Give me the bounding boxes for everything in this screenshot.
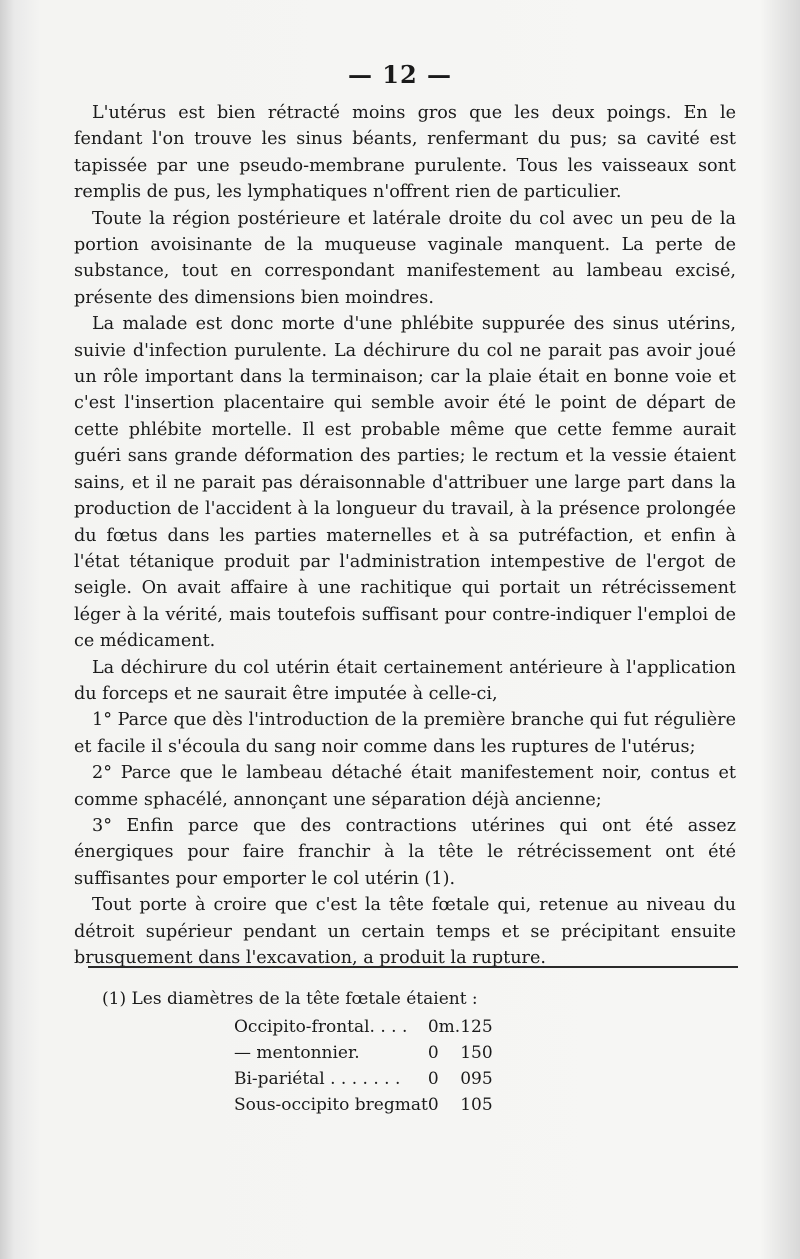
- diameters-table: [234, 1014, 520, 1118]
- body-text: [74, 100, 736, 971]
- diameter-label: Sous-occipito bregmat: [234, 1095, 428, 1115]
- paragraph-reason-3: 3° Enfin parce que des contractions utérines qui ont été assez énergiques pour faire franchir à la tête le rétrécissement ont été suffisantes pour emporter le col utérin (1).: [74, 815, 736, 889]
- table-row: [234, 1092, 520, 1118]
- table-row: [234, 1014, 520, 1040]
- diameter-unit: 0: [427, 1043, 439, 1063]
- footnote-divider: [88, 966, 738, 968]
- diameter-value: 095: [460, 1069, 493, 1089]
- table-row: [234, 1066, 520, 1092]
- paragraph-dechirure: La déchirure du col utérin était certainement antérieure à l'application du forceps et ne saurait être imputée à celle-ci,: [74, 657, 736, 704]
- diameter-label: — mentonnier.: [234, 1043, 360, 1063]
- paragraph-conclusion: Tout porte à croire que c'est la tête fœtale qui, retenue au niveau du détroit supérieur pendant un certain temps et se précipitant ensuite brusquement dans l'excavation, a produit la rupture.: [74, 895, 736, 968]
- page-number: — 12 —: [347, 60, 453, 89]
- diameter-label: Occipito-frontal. . . .: [234, 1017, 408, 1037]
- paragraph-reason-2: 2° Parce que le lambeau détaché était manifestement noir, contus et comme sphacélé, annonçant une séparation déjà ancienne;: [74, 763, 736, 810]
- diameter-label: Bi-pariétal . . . . . . .: [234, 1069, 401, 1089]
- table-row: [234, 1040, 520, 1066]
- diameter-unit: 0: [427, 1095, 439, 1115]
- paragraph-uterus: L'utérus est bien rétracté moins gros que les deux poings. En le fendant l'on trouve les sinus béants, renfermant du pus; sa cavité est tapissée par une pseudo-membrane purulente. Tous les vaisseaux sont remplis de pus, les lymphatiques n'offrent rien de particulier.: [74, 103, 736, 203]
- paragraph-phlebite: La malade est donc morte d'une phlébite suppurée des sinus utérins, suivie d'infection purulente. La déchirure du col ne parait pas avoir joué un rôle important dans la terminaison; car la plaie était en bonne voie et c'est l'insertion placentaire qui semble avoir été le point de départ de cette phlébite mortelle. Il est probable même que cette femme aurait guéri sans grande déformation des parties; le rectum et la vessie étaient sains, et il ne parait pas déraisonnable d'attribuer une large part dans la production de l'accident à la longueur du travail, à la présence prolongée du fœtus dans les parties maternelles et à sa putréfaction, et enfin à l'état tétanique produit par l'administration intempestive de l'ergot de seigle. On avait affaire à une rachitique qui portait un rétrécissement léger à la vérité, mais toutefois suffisant pour contre-indiquer l'emploi de ce médicament.: [74, 314, 736, 652]
- paragraph-region: Toute la région postérieure et latérale droite du col avec un peu de la portion avoisinante de la muqueuse vaginale manquent. La perte de substance, tout en correspondant manifestement au lambeau excisé, présente des dimensions bien moindres.: [74, 208, 736, 308]
- diameter-unit: 0: [427, 1069, 439, 1089]
- diameter-unit: 0m.: [427, 1017, 461, 1037]
- paragraph-reason-1: 1° Parce que dès l'introduction de la première branche qui fut régulière et facile il s'écoula du sang noir comme dans les ruptures de l'utérus;: [74, 710, 736, 757]
- diameter-value: 125: [460, 1017, 493, 1037]
- footnote-heading: (1) Les diamètres de la tête fœtale étaient :: [102, 989, 478, 1009]
- diameter-value: 150: [460, 1043, 493, 1063]
- footnote: [102, 986, 722, 1118]
- diameter-value: 105: [460, 1095, 493, 1115]
